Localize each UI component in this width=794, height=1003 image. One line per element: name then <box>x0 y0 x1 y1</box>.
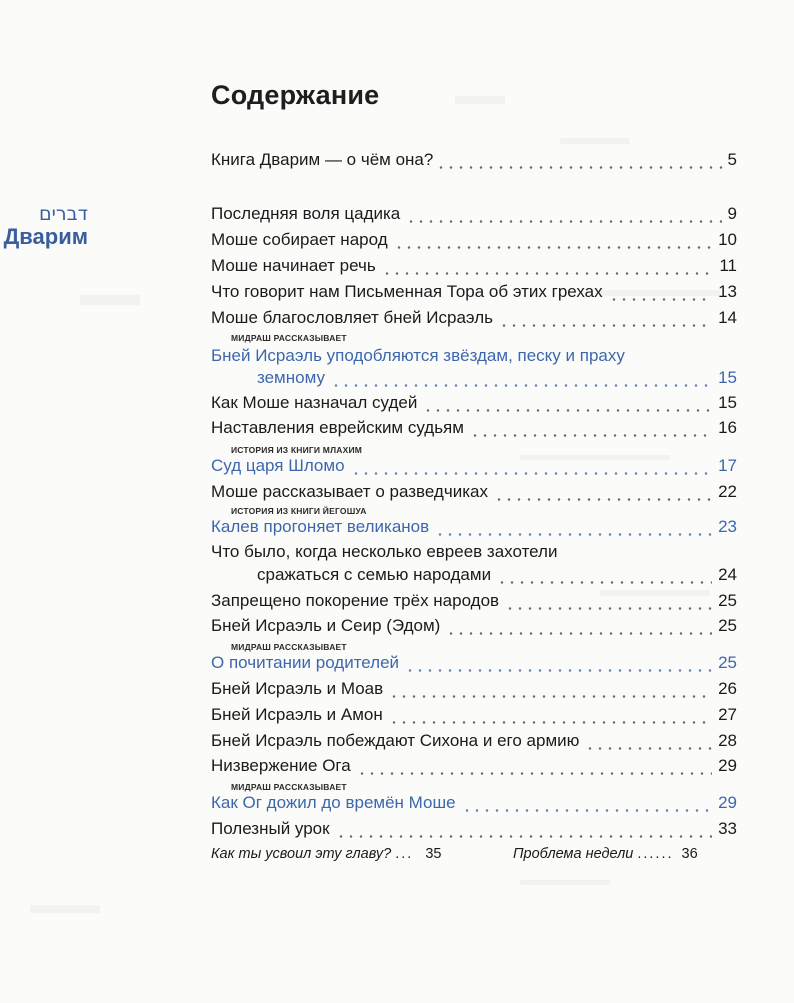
dot-leader <box>357 771 712 778</box>
section-label: МИДРАШ РАССКАЗЫВАЕТ <box>231 333 347 343</box>
toc-entry-title: Моше рассказывает о разведчиках <box>211 482 488 501</box>
dot-leader: ...... <box>637 846 674 862</box>
toc-entry-title: Как Ог дожил до времён Моше <box>211 793 456 812</box>
toc-entry[interactable] <box>211 480 737 504</box>
toc-entry-title: Что говорит нам Письменная Тора об этих грехах <box>211 282 603 301</box>
dot-leader <box>505 606 712 613</box>
page-title: Содержание <box>211 80 380 110</box>
dot-leader <box>435 532 712 539</box>
dot-leader <box>462 808 713 815</box>
toc-entry[interactable] <box>211 228 737 252</box>
toc-entry[interactable] <box>211 651 737 675</box>
toc-entry-title: Бней Исраэль и Сеир (Эдом) <box>211 616 441 635</box>
toc-entry-page: 27 <box>718 705 737 724</box>
toc-entry-title: Бней Исраэль и Амон <box>211 705 383 724</box>
toc-entry[interactable] <box>211 589 737 613</box>
toc-entry-title: Как Моше назначал судей <box>211 393 418 412</box>
toc-entry-title: Запрещено покорение трёх народов <box>211 591 500 610</box>
toc-entry-page: 10 <box>718 230 737 249</box>
dot-leader <box>585 746 712 753</box>
toc-entry-page: 26 <box>718 679 737 698</box>
toc-entry[interactable] <box>211 754 737 778</box>
toc-entry[interactable] <box>211 306 737 330</box>
footer-problem-page: 36 <box>681 846 698 862</box>
toc-entry-page: 25 <box>718 616 737 635</box>
toc-entry-title: Моше начинает речь <box>211 256 376 275</box>
toc-entry-title-line[interactable]: Бней Исраэль уподобляются звёздам, песку и праху <box>211 346 625 365</box>
toc-entry-page: 16 <box>718 418 737 437</box>
toc-entry-title-line[interactable]: Что было, когда несколько евреев захотели <box>211 542 558 561</box>
section-label: ИСТОРИЯ ИЗ КНИГИ МЛАХИМ <box>231 445 363 455</box>
toc-entry-page: 28 <box>718 731 737 750</box>
dot-leader <box>609 297 712 304</box>
toc-entry[interactable] <box>211 254 737 278</box>
dot-leader <box>389 720 712 727</box>
dot-leader <box>446 631 712 638</box>
toc-entry-title: Низвержение Ога <box>211 756 351 775</box>
bleed-mark <box>455 96 505 104</box>
toc-entry-page: 9 <box>727 204 737 223</box>
dot-leader <box>382 271 714 278</box>
toc-entry-page: 25 <box>718 591 737 610</box>
toc-entry[interactable] <box>211 416 737 440</box>
dot-leader <box>436 165 724 172</box>
dot-leader <box>406 219 721 226</box>
toc-entry[interactable] <box>211 148 737 172</box>
section-label: МИДРАШ РАССКАЗЫВАЕТ <box>231 782 347 792</box>
toc-entry[interactable] <box>211 280 737 304</box>
toc-entry[interactable] <box>211 202 737 226</box>
toc-entry-title: сражаться с семью народами <box>257 565 492 584</box>
toc-entry-title: Бней Исраэль побеждают Сихона и его армию <box>211 731 580 750</box>
toc-entry-title: Суд царя Шломо <box>211 456 345 475</box>
dot-leader <box>423 408 712 415</box>
toc-entry-title: О почитании родителей <box>211 653 400 672</box>
side-title-hebrew: דברים <box>39 203 88 225</box>
dot-leader <box>499 323 712 330</box>
toc-entry-page: 15 <box>718 393 737 412</box>
dot-leader <box>497 580 712 587</box>
toc-entry[interactable] <box>211 366 737 390</box>
toc-entry-page: 15 <box>718 368 737 387</box>
toc-entry-page: 33 <box>718 819 737 838</box>
bleed-mark <box>30 905 100 913</box>
footer-quiz-page: 35 <box>425 846 442 862</box>
toc-entry-title: Полезный урок <box>211 819 330 838</box>
toc-entry[interactable] <box>211 515 737 539</box>
dot-leader <box>331 383 712 390</box>
toc-entry-title: Моше благословляет бней Исраэль <box>211 308 493 327</box>
bleed-mark <box>520 880 610 885</box>
toc-entry-page: 23 <box>718 517 737 536</box>
bleed-mark <box>560 138 630 144</box>
toc-entry-page: 29 <box>718 756 737 775</box>
toc-entry-page: 22 <box>718 482 737 501</box>
toc-entry[interactable] <box>211 729 737 753</box>
section-label: ИСТОРИЯ ИЗ КНИГИ ЙЕГОШУА <box>231 506 367 516</box>
toc-entry-title: Моше собирает народ <box>211 230 388 249</box>
toc-entry-title: земному <box>257 368 325 387</box>
toc-entry-page: 11 <box>719 256 737 275</box>
dot-leader <box>470 433 712 440</box>
dot-leader <box>351 471 713 478</box>
toc-entry-title: Последняя воля цадика <box>211 204 401 223</box>
dot-leader <box>394 245 712 252</box>
dot-leader: ... <box>395 846 414 862</box>
toc-entry-page: 24 <box>718 565 737 584</box>
footer-problem[interactable] <box>513 846 698 862</box>
toc-entry-title: Книга Дварим — о чём она? <box>211 150 434 169</box>
dot-leader <box>405 668 712 675</box>
dot-leader <box>494 497 712 504</box>
footer-problem-title: Проблема недели <box>513 846 634 862</box>
toc-entry-page: 29 <box>718 793 737 812</box>
toc-entry[interactable] <box>211 391 737 415</box>
toc-entry-title: Бней Исраэль и Моав <box>211 679 384 698</box>
toc-entry-title: Калев прогоняет великанов <box>211 517 430 536</box>
footer-quiz[interactable] <box>211 846 441 862</box>
dot-leader <box>389 694 712 701</box>
toc-entry-page: 25 <box>718 653 737 672</box>
toc-entry-title: Наставления еврейским судьям <box>211 418 464 437</box>
toc-entry[interactable] <box>211 563 737 587</box>
toc-entry-page: 14 <box>718 308 737 327</box>
side-title-russian: Дварим <box>3 224 88 249</box>
toc-entry-page: 5 <box>727 150 737 169</box>
toc-entry[interactable] <box>211 454 737 478</box>
toc-entry[interactable] <box>211 703 737 727</box>
section-label: МИДРАШ РАССКАЗЫВАЕТ <box>231 642 347 652</box>
bleed-mark <box>80 295 140 305</box>
toc-entry[interactable] <box>211 677 737 701</box>
toc-entry-page: 13 <box>718 282 737 301</box>
toc-entry-page: 17 <box>718 456 737 475</box>
footer-quiz-title: Как ты усвоил эту главу? <box>211 846 392 862</box>
toc-entry[interactable] <box>211 614 737 638</box>
dot-leader <box>336 834 713 841</box>
toc-entry[interactable] <box>211 791 737 815</box>
toc-entry[interactable] <box>211 817 737 841</box>
